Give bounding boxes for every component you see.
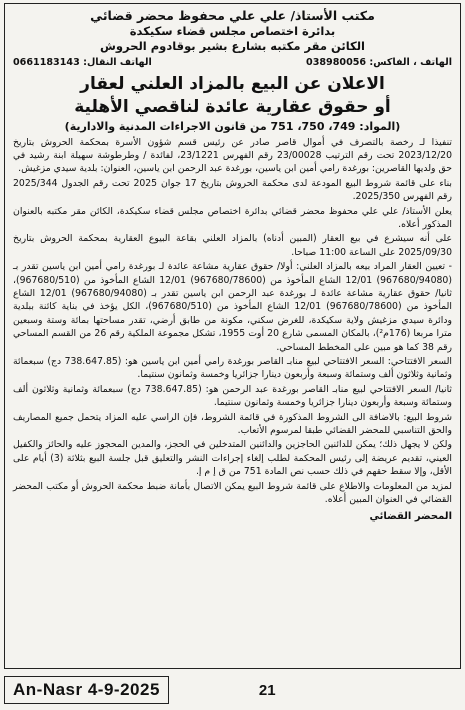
paragraph-bailiff: يعلن الأستاذ/ علي علي محفوظ محضر قضائي بدائرة اختصاص مجلس قضاء سكيكدة، الكائن مقر مكتبه بالعنوان المذكور أعلاه. [13, 205, 452, 230]
page-footer [4, 673, 461, 707]
announcement-body [13, 136, 452, 524]
paragraph-property: - تعيين العقار المراد بيعه بالمزاد العلني: أولا/ حقوق عقارية مشاعة عائدة لـ بورغدة رامي أمين ابن ياسين تقدر بـ (967680/94080) 12/01 الشاع المأخوذ من (967680/78600) 12/01 الشاع المأخوذ من (967680/510)، ثانيا/ حقوق عقارية مشاعة عائدة لـ بورغدة عبد الرحمن ابن ياسين تقدر بـ (967680/94080) 12/01 الشاع المأخوذ من (967680/78600) 12/01 الشاع المأخوذ من (967680/510)، الكل يؤخذ في بناية كائنة ببلدية ودائرة سيدي مزغيش ولاية سكيكدة، للغرض سكني، مكونة من طابق أرضي، تقدر مساحتها بمائة وستة وسبعين مترا مربعا (176م²)، بالمكان المسمى شارع 20 أوت 1955، تشكل مجموعة الملكية رقم 26 من القسم المساحي رقم 38 كما هو مبين على المخطط المساحي. [13, 261, 452, 353]
office-name: مكتب الأستاذ/ علي علي محفوظ محضر قضائي [90, 8, 375, 23]
fax-number: الهاتف ، الفاكس: 038980056 [306, 56, 452, 68]
jurisdiction: بدائرة اختصاص مجلس قضاء سكيكدة [129, 23, 336, 38]
office-address: الكائن مقر مكتبه بشارع بشير بوقادوم الحروش [100, 39, 365, 53]
bailiff-header [13, 8, 452, 55]
paragraph-price-1: السعر الافتتاحي: السعر الافتتاحي لبيع منابـ القاصر بورغدة رامي أمين ابن ياسين هو: (738.647.85 دج) سبعمائة وثمانية وثلاثون ألف وستمائة وسبعة وأربعون دينارا جزائريا وخمسة وثمانون سنتيما. [13, 356, 452, 381]
announcement-title [13, 73, 452, 134]
paragraph-conditions-list: بناء على قائمة شروط البيع المودعة لدى محكمة الحروش بتاريخ 17 جوان 2025 تحت رقم الجدول 2025/344 رقم الفهرس 2025/350. [13, 177, 453, 203]
paragraph-terms: شروط البيع: بالاضافة الى الشروط المذكورة في قائمة الشروط، فإن الراسي عليه المزاد يتحمل جميع المصاريف والحق التناسبي للمحضر القضائي طبقا لمرسوم الأتعاب. [13, 411, 452, 437]
paragraph-info: لمزيد من المعلومات والاطلاع على قائمة شروط البيع يمكن الاتصال بأمانة ضبط محكمة الحروش أو مكتب المحضر القضائي في العنوان المبين أعلاه. [13, 480, 452, 506]
page-number: 21 [258, 681, 276, 699]
mobile-number: الهاتف النقال: 0661183143 [13, 56, 152, 68]
paragraph-sale-date: على أنه سيشرع في بيع العقار (المبين أدناه) بالمزاد العلني بقاعة البيوع العقارية بمحكمة الحروش بتاريخ 2025/09/30 على الساعة 11:00 صباحا. [13, 233, 452, 258]
paragraph-objection: ولكن لا يجهل ذلك؛ يمكن للدائنين الحاجزين والدائنين المتدخلين في الحجز، والمدين المحجوز عليه والحائز والكفيل العيني، تقديم عريضة إلى رئيس المحكمة لطلب إلغاء إجراءات النشر والتعليق قبل جلسة البيع بثلاثة (3) أيام على الأقل، وإلا سقط حقهم في ذلك حسب نص المادة 751 من ق إ م إ. [13, 439, 452, 478]
paragraph-permit: تنفيذا لـ رخصة بالتصرف في أموال قاصر صادر عن رئيس قسم شؤون الأسرة بمحكمة الحروش بتاريخ 2023/12/20 تحت رقم الترتيب 23/00028 رقم الفهرس 23/1221، لفائدة / وطرطوشة سهيلة ابنة رشيد في حق ولديها القاصرين: بورغدة رامي أمين ابن ياسين، بورغدة عبد الرحمن ابن ياسين، العنوان: بلدية سيدي مزغيش. [13, 136, 452, 175]
contact-line [13, 55, 452, 71]
paragraph-price-2: ثانيا/ السعر الافتتاحي لبيع منابـ القاصر بورغدة عبد الرحمن هو: (738.647.85 دج) سبعمائة وثمانية وثلاثون ألف وستمائة وسبعة وأربعون دينارا جزائريا وخمسة وثمانون سنتيما. [13, 383, 453, 409]
announcement-box [4, 3, 461, 669]
newspaper-source: An-Nasr 4-9-2025 [4, 676, 169, 704]
signature: المحضر القضائي [369, 511, 452, 523]
title-line-2: أو حقوق عقارية عائدة لناقصي الأهلية [74, 96, 391, 117]
title-line-1: الاعلان عن البيع بالمزاد العلني لعقار [80, 73, 385, 94]
legal-articles: (المواد: 749، 750، 751 من قانون الاجراءات المدنية والادارية) [64, 119, 401, 133]
